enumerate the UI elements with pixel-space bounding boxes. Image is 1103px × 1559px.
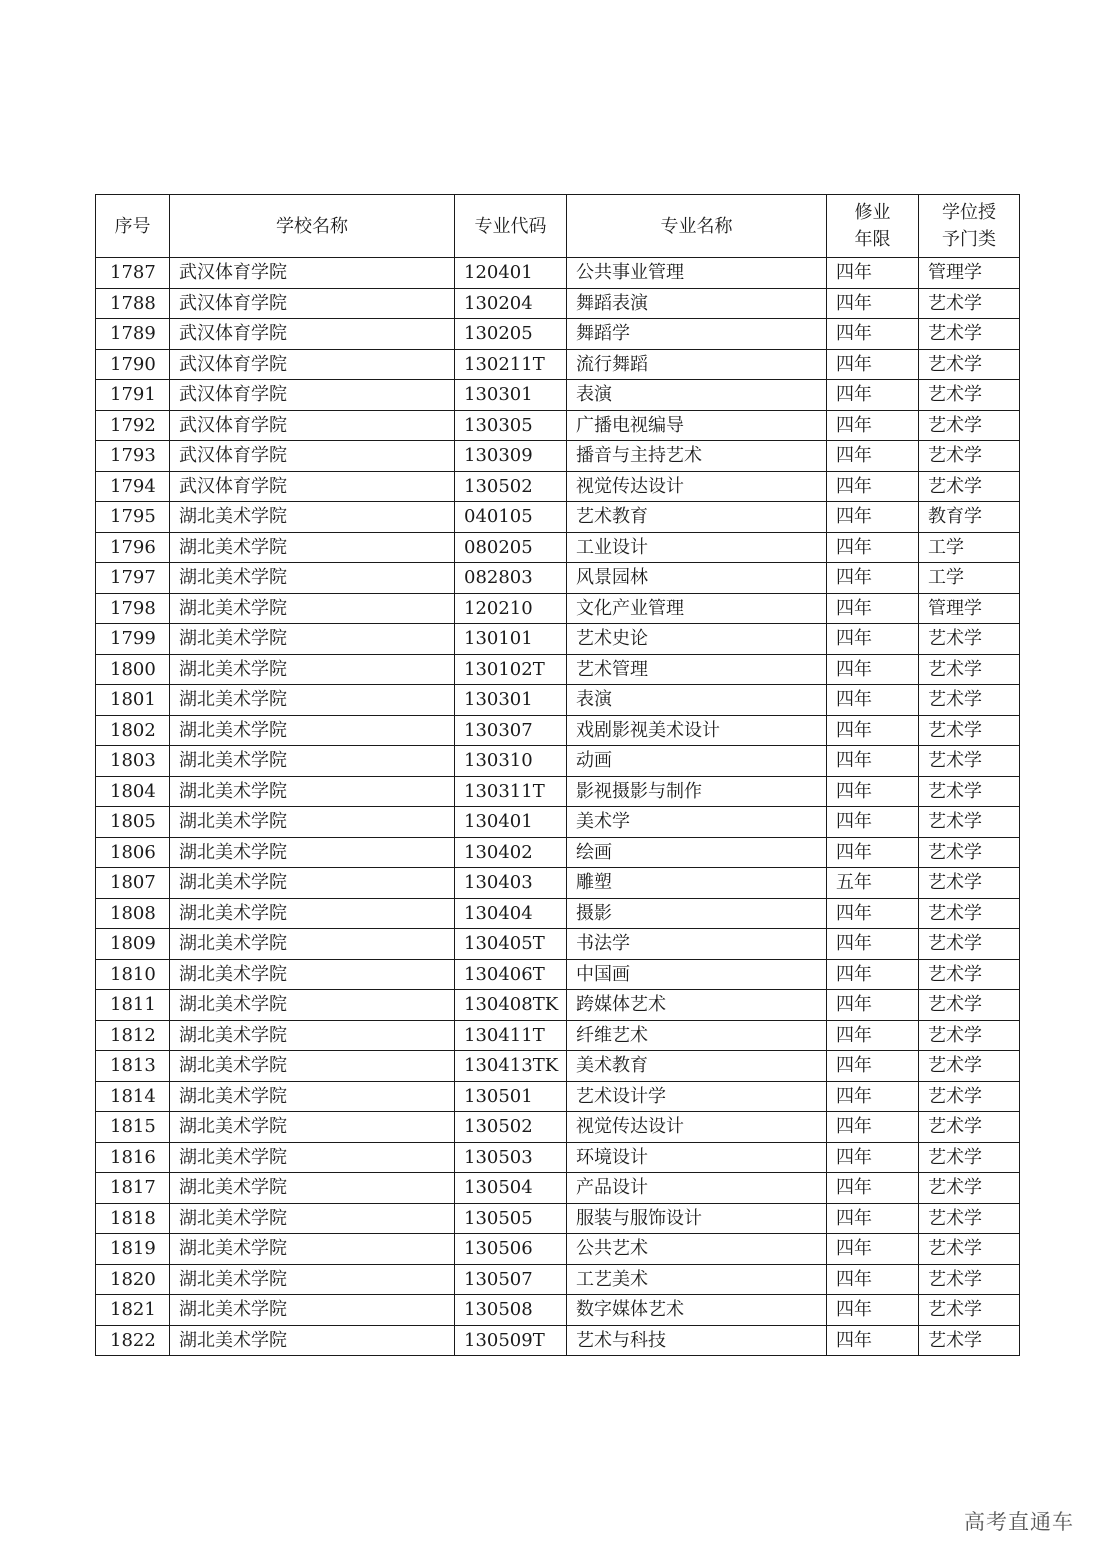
cell-code: 130402 [455, 837, 567, 868]
cell-code: 130405T [455, 929, 567, 960]
majors-table [95, 194, 1020, 1356]
cell-code: 130305 [455, 410, 567, 441]
cell-index: 1794 [96, 471, 170, 502]
cell-degree: 管理学 [919, 593, 1020, 624]
table-row [96, 1020, 1020, 1051]
table-row [96, 502, 1020, 533]
cell-duration: 四年 [827, 1081, 919, 1112]
cell-code: 130502 [455, 471, 567, 502]
cell-degree: 工学 [919, 563, 1020, 594]
cell-index: 1796 [96, 532, 170, 563]
cell-degree: 教育学 [919, 502, 1020, 533]
cell-index: 1791 [96, 380, 170, 411]
cell-code: 130506 [455, 1234, 567, 1265]
cell-code: 130411T [455, 1020, 567, 1051]
cell-index: 1810 [96, 959, 170, 990]
table-row [96, 288, 1020, 319]
cell-school: 湖北美术学院 [170, 715, 455, 746]
cell-code: 130507 [455, 1264, 567, 1295]
cell-school: 湖北美术学院 [170, 1295, 455, 1326]
cell-degree: 艺术学 [919, 837, 1020, 868]
cell-degree: 艺术学 [919, 319, 1020, 350]
cell-duration: 四年 [827, 410, 919, 441]
cell-code: 130205 [455, 319, 567, 350]
cell-major: 艺术与科技 [567, 1325, 827, 1356]
table-row [96, 1234, 1020, 1265]
header-duration-line1: 修业 [854, 202, 891, 223]
cell-major: 视觉传达设计 [567, 471, 827, 502]
cell-degree: 艺术学 [919, 715, 1020, 746]
cell-index: 1815 [96, 1112, 170, 1143]
table-row [96, 1173, 1020, 1204]
cell-major: 舞蹈表演 [567, 288, 827, 319]
cell-school: 湖北美术学院 [170, 1020, 455, 1051]
cell-index: 1806 [96, 837, 170, 868]
cell-school: 湖北美术学院 [170, 1325, 455, 1356]
cell-duration: 四年 [827, 929, 919, 960]
cell-duration: 四年 [827, 837, 919, 868]
cell-duration: 四年 [827, 1051, 919, 1082]
cell-duration: 四年 [827, 746, 919, 777]
cell-code: 130301 [455, 685, 567, 716]
cell-school: 湖北美术学院 [170, 502, 455, 533]
cell-school: 湖北美术学院 [170, 1142, 455, 1173]
table-row [96, 258, 1020, 289]
table-row [96, 1051, 1020, 1082]
cell-index: 1789 [96, 319, 170, 350]
cell-school: 湖北美术学院 [170, 685, 455, 716]
table-body [96, 258, 1020, 1356]
cell-school: 湖北美术学院 [170, 1051, 455, 1082]
cell-school: 湖北美术学院 [170, 654, 455, 685]
watermark-text: 高考直通车 [964, 1510, 1074, 1534]
cell-degree: 艺术学 [919, 1112, 1020, 1143]
cell-major: 表演 [567, 380, 827, 411]
cell-index: 1797 [96, 563, 170, 594]
cell-index: 1792 [96, 410, 170, 441]
cell-index: 1805 [96, 807, 170, 838]
cell-school: 湖北美术学院 [170, 563, 455, 594]
cell-code: 082803 [455, 563, 567, 594]
cell-index: 1788 [96, 288, 170, 319]
cell-degree: 艺术学 [919, 349, 1020, 380]
cell-code: 130204 [455, 288, 567, 319]
cell-index: 1822 [96, 1325, 170, 1356]
cell-major: 绘画 [567, 837, 827, 868]
cell-degree: 艺术学 [919, 1264, 1020, 1295]
cell-code: 130307 [455, 715, 567, 746]
cell-degree: 艺术学 [919, 1142, 1020, 1173]
cell-duration: 四年 [827, 898, 919, 929]
cell-index: 1799 [96, 624, 170, 655]
cell-duration: 四年 [827, 715, 919, 746]
cell-index: 1811 [96, 990, 170, 1021]
cell-duration: 四年 [827, 471, 919, 502]
table-row [96, 1081, 1020, 1112]
cell-degree: 艺术学 [919, 990, 1020, 1021]
table-row [96, 868, 1020, 899]
cell-degree: 艺术学 [919, 654, 1020, 685]
cell-index: 1809 [96, 929, 170, 960]
cell-duration: 四年 [827, 563, 919, 594]
table-row [96, 1325, 1020, 1356]
cell-degree: 管理学 [919, 258, 1020, 289]
cell-degree: 艺术学 [919, 1325, 1020, 1356]
table-row [96, 1264, 1020, 1295]
cell-code: 130311T [455, 776, 567, 807]
cell-degree: 艺术学 [919, 288, 1020, 319]
header-major: 专业名称 [567, 195, 827, 258]
cell-major: 书法学 [567, 929, 827, 960]
table-row [96, 410, 1020, 441]
cell-major: 数字媒体艺术 [567, 1295, 827, 1326]
cell-duration: 四年 [827, 807, 919, 838]
cell-duration: 四年 [827, 593, 919, 624]
cell-major: 工艺美术 [567, 1264, 827, 1295]
header-index: 序号 [96, 195, 170, 258]
cell-major: 雕塑 [567, 868, 827, 899]
cell-major: 中国画 [567, 959, 827, 990]
cell-major: 纤维艺术 [567, 1020, 827, 1051]
cell-degree: 艺术学 [919, 898, 1020, 929]
cell-major: 戏剧影视美术设计 [567, 715, 827, 746]
table-row [96, 715, 1020, 746]
cell-duration: 五年 [827, 868, 919, 899]
cell-school: 湖北美术学院 [170, 868, 455, 899]
cell-school: 武汉体育学院 [170, 319, 455, 350]
cell-school: 武汉体育学院 [170, 471, 455, 502]
cell-school: 武汉体育学院 [170, 349, 455, 380]
table-row [96, 929, 1020, 960]
cell-duration: 四年 [827, 776, 919, 807]
cell-duration: 四年 [827, 1112, 919, 1143]
cell-code: 120210 [455, 593, 567, 624]
cell-code: 130501 [455, 1081, 567, 1112]
cell-index: 1804 [96, 776, 170, 807]
cell-duration: 四年 [827, 288, 919, 319]
cell-duration: 四年 [827, 1264, 919, 1295]
cell-major: 播音与主持艺术 [567, 441, 827, 472]
cell-major: 文化产业管理 [567, 593, 827, 624]
cell-degree: 艺术学 [919, 959, 1020, 990]
cell-major: 艺术管理 [567, 654, 827, 685]
cell-index: 1798 [96, 593, 170, 624]
cell-school: 湖北美术学院 [170, 929, 455, 960]
header-degree-line2: 予门类 [942, 229, 996, 250]
cell-school: 湖北美术学院 [170, 776, 455, 807]
cell-school: 武汉体育学院 [170, 441, 455, 472]
cell-major: 视觉传达设计 [567, 1112, 827, 1143]
table-row [96, 746, 1020, 777]
cell-school: 湖北美术学院 [170, 624, 455, 655]
cell-code: 130211T [455, 349, 567, 380]
cell-code: 130502 [455, 1112, 567, 1143]
cell-code: 130102T [455, 654, 567, 685]
header-row [96, 195, 1020, 258]
cell-duration: 四年 [827, 990, 919, 1021]
cell-major: 流行舞蹈 [567, 349, 827, 380]
cell-duration: 四年 [827, 532, 919, 563]
cell-duration: 四年 [827, 258, 919, 289]
cell-duration: 四年 [827, 1295, 919, 1326]
cell-index: 1787 [96, 258, 170, 289]
cell-major: 艺术史论 [567, 624, 827, 655]
table-row [96, 990, 1020, 1021]
cell-code: 130404 [455, 898, 567, 929]
cell-code: 130413TK [455, 1051, 567, 1082]
cell-duration: 四年 [827, 1234, 919, 1265]
cell-major: 动画 [567, 746, 827, 777]
cell-major: 跨媒体艺术 [567, 990, 827, 1021]
table-row [96, 654, 1020, 685]
cell-duration: 四年 [827, 349, 919, 380]
cell-code: 130503 [455, 1142, 567, 1173]
cell-major: 艺术教育 [567, 502, 827, 533]
cell-degree: 艺术学 [919, 410, 1020, 441]
cell-index: 1813 [96, 1051, 170, 1082]
cell-code: 130310 [455, 746, 567, 777]
table-row [96, 898, 1020, 929]
cell-code: 120401 [455, 258, 567, 289]
table-row [96, 1203, 1020, 1234]
cell-code: 130301 [455, 380, 567, 411]
cell-code: 130509T [455, 1325, 567, 1356]
cell-degree: 艺术学 [919, 1020, 1020, 1051]
cell-degree: 艺术学 [919, 1203, 1020, 1234]
cell-major: 公共艺术 [567, 1234, 827, 1265]
table-row [96, 776, 1020, 807]
cell-code: 130309 [455, 441, 567, 472]
header-code: 专业代码 [455, 195, 567, 258]
table-row [96, 1112, 1020, 1143]
cell-degree: 艺术学 [919, 1173, 1020, 1204]
cell-school: 湖北美术学院 [170, 1203, 455, 1234]
cell-school: 湖北美术学院 [170, 532, 455, 563]
table-row [96, 380, 1020, 411]
cell-code: 130406T [455, 959, 567, 990]
cell-major: 影视摄影与制作 [567, 776, 827, 807]
cell-major: 摄影 [567, 898, 827, 929]
cell-code: 130504 [455, 1173, 567, 1204]
cell-index: 1795 [96, 502, 170, 533]
cell-index: 1814 [96, 1081, 170, 1112]
cell-school: 湖北美术学院 [170, 990, 455, 1021]
cell-index: 1808 [96, 898, 170, 929]
cell-degree: 艺术学 [919, 380, 1020, 411]
cell-duration: 四年 [827, 1173, 919, 1204]
table-row [96, 471, 1020, 502]
cell-duration: 四年 [827, 1142, 919, 1173]
table-header [96, 195, 1020, 258]
cell-degree: 艺术学 [919, 746, 1020, 777]
cell-index: 1807 [96, 868, 170, 899]
cell-school: 武汉体育学院 [170, 288, 455, 319]
cell-major: 风景园林 [567, 563, 827, 594]
cell-school: 武汉体育学院 [170, 410, 455, 441]
header-degree [919, 195, 1020, 258]
cell-degree: 工学 [919, 532, 1020, 563]
cell-code: 040105 [455, 502, 567, 533]
cell-degree: 艺术学 [919, 807, 1020, 838]
table-row [96, 349, 1020, 380]
cell-duration: 四年 [827, 685, 919, 716]
cell-school: 湖北美术学院 [170, 837, 455, 868]
cell-duration: 四年 [827, 1325, 919, 1356]
table-row [96, 532, 1020, 563]
cell-code: 130101 [455, 624, 567, 655]
cell-degree: 艺术学 [919, 1081, 1020, 1112]
cell-degree: 艺术学 [919, 685, 1020, 716]
cell-school: 湖北美术学院 [170, 593, 455, 624]
header-duration-line2: 年限 [854, 229, 891, 250]
table-row [96, 685, 1020, 716]
cell-school: 武汉体育学院 [170, 258, 455, 289]
cell-degree: 艺术学 [919, 776, 1020, 807]
cell-major: 艺术设计学 [567, 1081, 827, 1112]
cell-school: 湖北美术学院 [170, 898, 455, 929]
cell-major: 美术学 [567, 807, 827, 838]
cell-major: 舞蹈学 [567, 319, 827, 350]
table-row [96, 1142, 1020, 1173]
table-row [96, 624, 1020, 655]
cell-index: 1793 [96, 441, 170, 472]
cell-index: 1820 [96, 1264, 170, 1295]
cell-duration: 四年 [827, 319, 919, 350]
cell-degree: 艺术学 [919, 929, 1020, 960]
cell-index: 1802 [96, 715, 170, 746]
cell-major: 表演 [567, 685, 827, 716]
cell-major: 工业设计 [567, 532, 827, 563]
cell-school: 湖北美术学院 [170, 1081, 455, 1112]
table-row [96, 593, 1020, 624]
cell-degree: 艺术学 [919, 1234, 1020, 1265]
cell-index: 1821 [96, 1295, 170, 1326]
cell-code: 130408TK [455, 990, 567, 1021]
cell-duration: 四年 [827, 1203, 919, 1234]
cell-school: 湖北美术学院 [170, 746, 455, 777]
cell-duration: 四年 [827, 441, 919, 472]
table-row [96, 837, 1020, 868]
cell-index: 1812 [96, 1020, 170, 1051]
cell-duration: 四年 [827, 959, 919, 990]
cell-index: 1817 [96, 1173, 170, 1204]
cell-degree: 艺术学 [919, 441, 1020, 472]
cell-duration: 四年 [827, 1020, 919, 1051]
cell-degree: 艺术学 [919, 1295, 1020, 1326]
table-row [96, 1295, 1020, 1326]
cell-major: 环境设计 [567, 1142, 827, 1173]
cell-degree: 艺术学 [919, 624, 1020, 655]
cell-degree: 艺术学 [919, 471, 1020, 502]
cell-major: 公共事业管理 [567, 258, 827, 289]
cell-school: 湖北美术学院 [170, 1173, 455, 1204]
cell-duration: 四年 [827, 502, 919, 533]
cell-school: 湖北美术学院 [170, 1112, 455, 1143]
cell-index: 1801 [96, 685, 170, 716]
table-row [96, 563, 1020, 594]
cell-code: 130505 [455, 1203, 567, 1234]
table-row [96, 807, 1020, 838]
cell-code: 130403 [455, 868, 567, 899]
cell-code: 130401 [455, 807, 567, 838]
cell-index: 1800 [96, 654, 170, 685]
cell-major: 广播电视编导 [567, 410, 827, 441]
cell-school: 湖北美术学院 [170, 1264, 455, 1295]
cell-school: 武汉体育学院 [170, 380, 455, 411]
table-row [96, 319, 1020, 350]
header-school: 学校名称 [170, 195, 455, 258]
cell-index: 1819 [96, 1234, 170, 1265]
table-row [96, 441, 1020, 472]
cell-code: 130508 [455, 1295, 567, 1326]
table-row [96, 959, 1020, 990]
cell-code: 080205 [455, 532, 567, 563]
cell-school: 湖北美术学院 [170, 959, 455, 990]
cell-index: 1803 [96, 746, 170, 777]
cell-index: 1816 [96, 1142, 170, 1173]
cell-degree: 艺术学 [919, 868, 1020, 899]
cell-duration: 四年 [827, 380, 919, 411]
cell-school: 湖北美术学院 [170, 1234, 455, 1265]
cell-duration: 四年 [827, 624, 919, 655]
cell-school: 湖北美术学院 [170, 807, 455, 838]
cell-major: 产品设计 [567, 1173, 827, 1204]
cell-index: 1790 [96, 349, 170, 380]
cell-duration: 四年 [827, 654, 919, 685]
cell-degree: 艺术学 [919, 1051, 1020, 1082]
header-duration [827, 195, 919, 258]
header-degree-line1: 学位授 [942, 202, 996, 223]
cell-major: 美术教育 [567, 1051, 827, 1082]
cell-major: 服装与服饰设计 [567, 1203, 827, 1234]
cell-index: 1818 [96, 1203, 170, 1234]
